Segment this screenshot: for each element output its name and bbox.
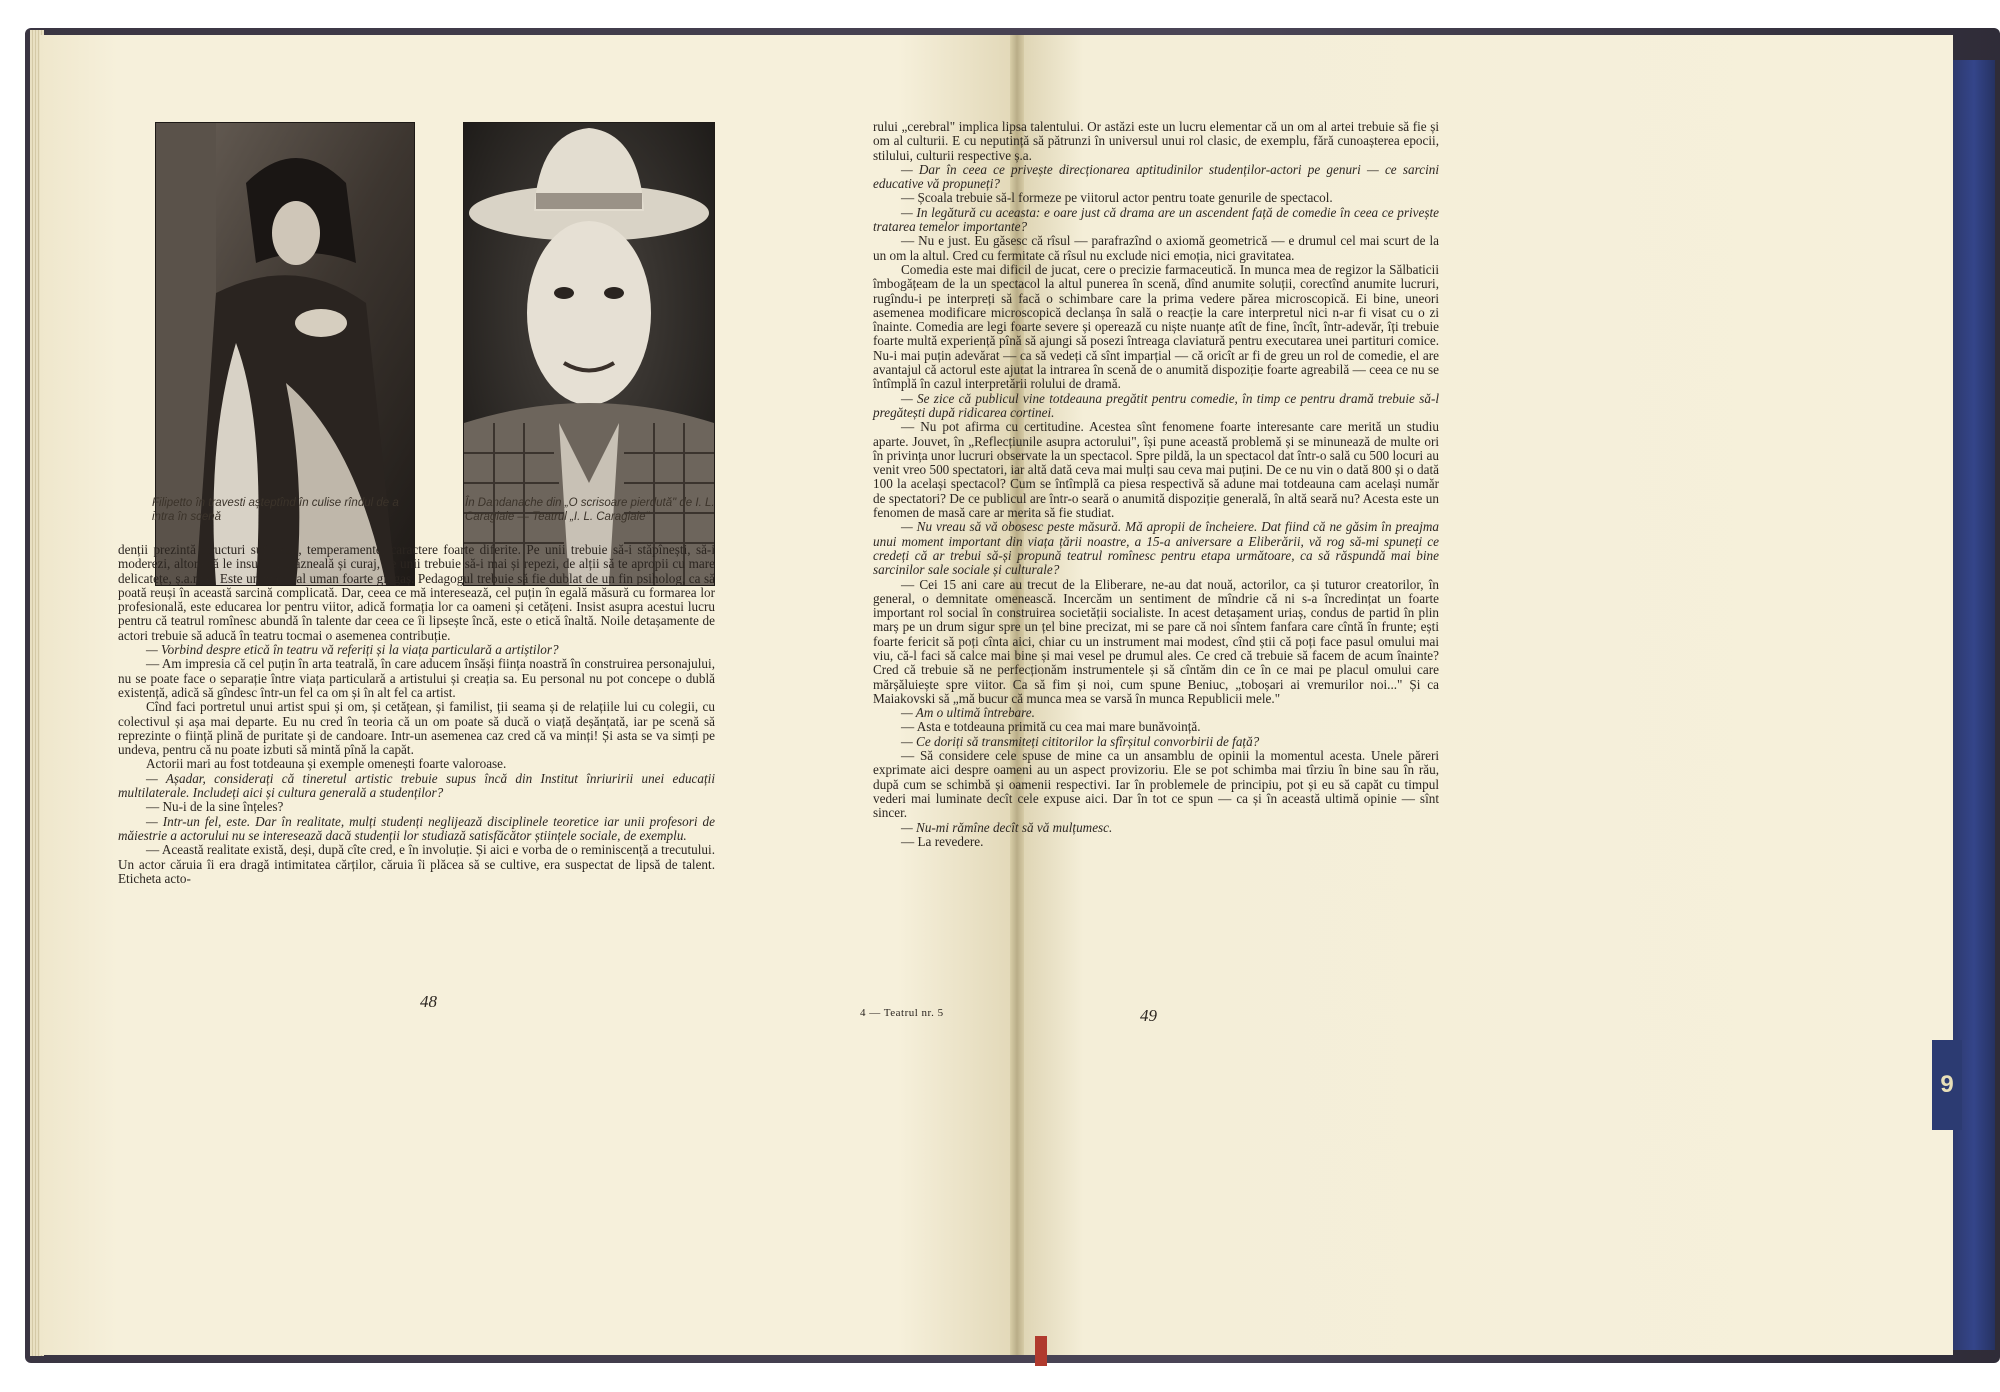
question: — Vorbind despre etică în teatru vă referiți și la viața particulară a artiștilor? bbox=[146, 642, 559, 658]
question: — In legătură cu aceasta: e oare just că drama are un ascendent față de comedie în ceea ce privește tratarea temelor importante? bbox=[873, 204, 1439, 235]
paragraph: — Această realitate există, deși, după cîte cred, e în involuție. Și aici e vorba de o reminiscență a trecutului. Un actor căruia îi era dragă intimitatea cărților, căruia îi plăcea să se cultive, era suspectat de lipsă de talent. Eticheta acto- bbox=[118, 842, 715, 886]
paragraph: — Asta e totdeauna primită cu cea mai mare bunăvoință. bbox=[901, 719, 1201, 735]
paragraph: Actorii mari au fost totdeauna și exemple omenești foarte valoroase. bbox=[146, 756, 507, 772]
paragraph: — Am impresia că cel puțin în arta teatrală, în care aducem însăși ființa noastră în construirea personajului, nu se poate face o separație între viața particulară a artistului și creația sa. Eu personal nu pot concepe o dublă existență, adică să gîndesc într-un fel ca om și în alt fel ca artist. bbox=[118, 656, 715, 700]
paragraph: — Nu pot afirma cu certitudine. Acestea sînt fenomene foarte interesante care merită un studiu aparte. Jouvet, în „Reflecțiunile asupra actorului", își pune această problemă și se minunează de multe ori în privința unor lucruri observate la un spectacol. Spre pildă, la un spectacol dat într-o sală cu 500 locuri au venit vreo 500 spectatori, iar altă dată ceva mai mulți sau ceva mai puțini. De ce nu vin o dată 800 și o dată 100 la același spectacol? Cum se întîmplă ca piesa respectivă să adune mai totdeauna cam același număr de spectatori? De ce publicul are într-o seară o anumită dispoziție generală, în altă seară nu? Acesta este un fenomen de masă care ar merita să fie studiat. bbox=[873, 419, 1439, 521]
left-page-text bbox=[118, 543, 715, 886]
question: — Nu vreau să vă obosesc peste măsură. Mă apropii de încheiere. Dat fiind că ne găsim în preajma unui moment important din viața țării noastre, a 15-a aniversare a Eliberării, vă rog să-mi spuneți ce credeți că ar trebui să-și propună teatrul romînesc pentru etapa următoare, ca să răspundă mai bine sarcinilor sale sociale și culturale? bbox=[873, 519, 1439, 578]
page-number-left: 48 bbox=[420, 992, 437, 1011]
question: — Intr-un fel, este. Dar în realitate, mulți studenți neglijează disciplinele teoretice iar unii profesori de măiestrie a actorului nu se interesează dacă studenții lor studiază satisfăcător științele sociale, de exemplu. bbox=[118, 813, 715, 843]
question: — Nu-mi rămîne decît să vă mulțumesc. bbox=[901, 819, 1113, 835]
question: — Se zice că publicul vine totdeauna pregătit pentru comedie, în timp ce pentru dramă trebuie să-l pregătești după ridicarea cortinei. bbox=[873, 390, 1439, 420]
spine-tab-number: 9 bbox=[1932, 1040, 1962, 1130]
bookmark-ribbon bbox=[1035, 1336, 1047, 1366]
page-number-right: 49 bbox=[1140, 1006, 1157, 1025]
question: — Dar în ceea ce privește direcționarea aptitudinilor studenților-actori pe genuri — ce sarcini educative vă propuneți? bbox=[873, 161, 1439, 192]
paragraph: Comedia este mai dificil de jucat, cere o precizie farmaceutică. In munca mea de regizor la Sălbaticii îmbogățeam de la un spectacol la altul punerea în scenă, dînd anumite soluții, corectînd anumite lucruri, rugîndu-i pe interpreți să facă o schimbare care la prima vedere părea microscopică. Ei bine, uneori asemenea modificare microscopică declanșa în sală o reacție la care interpretul nici n-ar fi visat cu o zi înainte. Comedia are legi foarte severe și operează cu niște nuanțe atît de fine, încît, într-adevăr, îți trebuie foarte multă experiență pînă să ajungi să posezi întreaga claviatură pentru executarea unei partituri comice. Nu-i mai puțin adevărat — ca să vedeți că sînt imparțial — că oricît ar fi de greu un rol de comedie, el are avantajul că actorul este ajutat la intrarea în scenă de o anumită dispoziție foarte agreabilă — ceea ce nu se întîmplă în cazul interpretării rolului de dramă. bbox=[873, 261, 1439, 392]
paragraph: denții prezintă structuri sufletești, temperamente, caractere foarte diferite. Pe unii trebuie să-i stăpînești, să-i moderezi, altora să le insufli îndrăzneală și curaj, pe unii trebuie să-i mai și repezi, de alții să te apropii cu mare delicatețe, ș.a.m.d. Este un material uman foarte gingaș. Pedagogul trebuie să fie dublat de un fin psiholog, ca să poată reuși în această sarcină complicată. Dar, ceea ce mă interesează, cel puțin în egală măsură cu formarea lor profesională, este educarea lor pentru viitor, adică formația lor ca oameni și cetățeni. Insist asupra acestui lucru pentru că teatrul romînesc abundă în talente dar ceea ce îi lipsește încă, este o etică înaltă. Noile detașamente de actori trebuie să aducă în teatru tocmai o asemenea contribuție. bbox=[118, 542, 715, 643]
right-page-text bbox=[873, 120, 1439, 849]
paragraph: — Nu e just. Eu găsesc că rîsul — parafrazînd o axiomă geometrică — e drumul cel mai scurt de la un om la altul. Cred cu fermitate că rîsul nu exclude nici emoția, nici gravitatea. bbox=[873, 233, 1439, 263]
question: — Așadar, considerați că tineretul artistic trebuie supus încă din Institut înriuririi unei educații multilaterale. Includeți aici și cultura generală a studenților? bbox=[118, 770, 715, 801]
spine-tab bbox=[1953, 60, 1995, 1350]
background-top bbox=[0, 0, 2000, 30]
paragraph: — Să considere cele spuse de mine ca un ansamblu de opinii la momentul acesta. Unele păreri exprimate aici despre oameni au un aspect provizoriu. Ele se pot schimba mai tîrziu în bine sau în rău, după cum se schimbă și oamenii respectivi. Iar în problemele de principiu, pot și eu să capăt cu timpul vederi mai luminate decît cele expuse aici. Dar în tot ce spun — ca și în această ultimă opinie — sînt sincer. bbox=[873, 748, 1439, 821]
paragraph: rului „cerebral" implica lipsa talentului. Or astăzi este un lucru elementar că un om al artei trebuie să fie și om al culturii. E cu neputință să pătrunzi în universul unui rol clasic, de exemplu, fără cunoașterea epocii, stilului, culturii respective ș.a. bbox=[873, 119, 1439, 163]
paragraph: — La revedere. bbox=[901, 833, 984, 849]
paragraph: — Nu-i de la sine înțeles? bbox=[146, 799, 284, 815]
issue-footer: 4 — Teatrul nr. 5 bbox=[860, 1007, 944, 1019]
question: — Ce doriți să transmiteți cititorilor la sfîrșitul convorbirii de față? bbox=[901, 733, 1260, 749]
question: — Am o ultimă întrebare. bbox=[901, 705, 1035, 721]
paragraph: — Școala trebuie să-l formeze pe viitorul actor pentru toate genurile de spectacol. bbox=[901, 190, 1333, 206]
photo-caption-1: Filipetto în travesti așteptînd în culise rîndul de a intra în scenă bbox=[152, 497, 399, 523]
photo-caption-2: În Dandanache din „O scrisoare pierdută" de I. L. Caragiale — Teatrul „I. L. Caragiale" bbox=[465, 497, 715, 523]
paragraph: — Cei 15 ani care au trecut de la Eliberare, ne-au dat nouă, actorilor, ca și tuturor creatorilor, în general, o demnitate omenească. Incercăm un sentiment de mîndrie că ni s-a încredințat un foarte important rol social în construirea societății socialiste. In acest detașament uriaș, condus de partid în plin marș pe un drum sigur spre un țel bine precizat, mi se pare că noi sîntem fanfara care cîntă în frunte; ești foarte fericit să poți cînta aici, chiar cu un instrument mai modest, cînd știi că poți face pasul omului mai viu, că-l faci să calce mai bine și mai vesel pe drumul ales. Ce cred că trebuie să facem de acum înainte? Cred că trebuie să ne perfecționăm instrumentele și să cîntăm din ce în ce mai pe placul omului care mărșăluiește spre viitor. Ca să fim și noi, cum spune Beniuc, „toboșari ai vremurilor noi..." Și ca Maiakovski să „mă bucur că munca mea se varsă în munca Republicii mele." bbox=[873, 576, 1439, 706]
paragraph: Cînd faci portretul unui artist spui și om, și cetățean, și familist, ții seama și de relațiile lui cu colegii, cu colectivul și așa mai departe. Eu nu cred în teoria că un om poate să ducă o viață deșănțată, iar pe scenă să reprezinte o ființă plină de puritate și de candoare. Intr-un asemenea caz cred că va minți! Și asta se va simți pe undeva, pentru că nu poate izbuti să mintă pînă la capăt. bbox=[118, 699, 715, 758]
